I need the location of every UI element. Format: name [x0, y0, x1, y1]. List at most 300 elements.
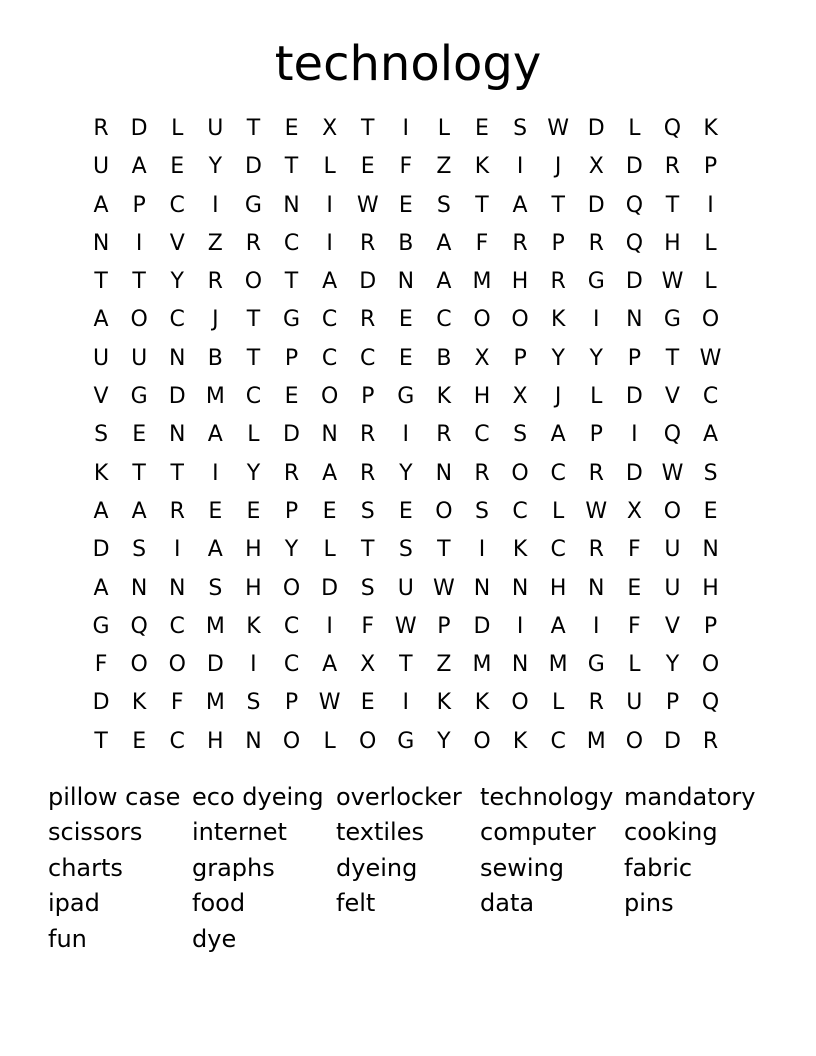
- grid-cell: N: [626, 307, 643, 333]
- grid-cell: L: [552, 690, 565, 716]
- grid-cell: L: [171, 116, 184, 141]
- grid-cell: R: [93, 116, 109, 141]
- grid-cell: Z: [436, 154, 452, 180]
- grid-cell: J: [212, 307, 219, 333]
- grid-cell: R: [283, 460, 300, 486]
- grid-cell: T: [665, 192, 680, 218]
- grid-cell: K: [474, 690, 490, 716]
- grid-cell: R: [664, 154, 681, 180]
- grid-cell: L: [590, 384, 603, 410]
- grid-cell: T: [246, 345, 261, 371]
- grid-cell: E: [322, 498, 337, 524]
- grid-cell: C: [283, 230, 300, 256]
- grid-cell: Y: [170, 269, 184, 295]
- grid-cell: L: [247, 422, 260, 448]
- grid-cell: G: [397, 728, 415, 754]
- grid-cell: N: [283, 192, 300, 218]
- grid-cell: H: [664, 230, 681, 256]
- grid-cell: T: [551, 192, 565, 218]
- grid-cell: B: [207, 345, 223, 371]
- grid-cell: D: [92, 537, 110, 563]
- grid-cell: U: [92, 345, 110, 371]
- grid-cell: Q: [625, 230, 644, 256]
- grid-cell: Z: [436, 652, 452, 678]
- grid-cell: A: [93, 307, 109, 333]
- grid-cell: E: [398, 498, 413, 524]
- grid-cell: N: [397, 269, 415, 295]
- grid-cell: N: [588, 575, 605, 601]
- grid-cell: Y: [665, 652, 680, 678]
- grid-cell: L: [323, 537, 336, 563]
- grid-cell: E: [398, 345, 413, 371]
- grid-cell: S: [208, 575, 223, 601]
- grid-cell: O: [168, 652, 186, 678]
- grid-cell: F: [475, 230, 489, 256]
- grid-cell: D: [283, 422, 300, 448]
- grid-cell: C: [283, 652, 300, 678]
- grid-cell: O: [130, 307, 148, 333]
- grid-cell: N: [92, 230, 110, 256]
- grid-cell: M: [586, 728, 606, 754]
- grid-cell: G: [663, 307, 681, 333]
- grid-cell: R: [360, 422, 376, 448]
- word-list-item: cooking: [624, 818, 718, 847]
- grid-cell: Z: [207, 230, 223, 256]
- grid-cell: E: [132, 728, 147, 754]
- word-list-item: charts: [48, 853, 123, 882]
- grid-cell: R: [588, 460, 604, 486]
- grid-cell: T: [475, 192, 489, 218]
- grid-cell: D: [168, 384, 186, 410]
- grid-cell: E: [475, 116, 489, 141]
- grid-cell: T: [360, 537, 375, 563]
- word-list-item: technology: [480, 783, 614, 811]
- grid-cell: K: [550, 307, 566, 333]
- grid-cell: R: [512, 230, 528, 256]
- grid-cell: E: [170, 154, 185, 180]
- grid-cell: Y: [589, 345, 603, 371]
- grid-cell: N: [473, 575, 491, 601]
- grid-cell: C: [436, 307, 452, 333]
- grid-cell: G: [130, 384, 148, 410]
- grid-cell: N: [130, 575, 148, 601]
- grid-cell: Y: [208, 154, 223, 180]
- grid-cell: C: [169, 192, 185, 218]
- grid-cell: A: [93, 192, 109, 218]
- grid-cell: X: [626, 498, 642, 524]
- grid-cell: O: [282, 575, 301, 601]
- grid-cell: P: [665, 690, 680, 716]
- grid-cell: R: [169, 498, 185, 524]
- grid-cell: N: [169, 575, 186, 601]
- grid-cell: I: [326, 192, 333, 218]
- grid-cell: T: [94, 728, 108, 754]
- grid-cell: E: [246, 498, 261, 524]
- grid-cell: U: [397, 575, 414, 601]
- grid-cell: A: [436, 269, 452, 295]
- word-list-item: dye: [192, 924, 237, 953]
- grid-cell: H: [702, 575, 719, 601]
- grid-cell: A: [322, 652, 338, 678]
- grid-cell: A: [207, 537, 223, 563]
- grid-cell: I: [212, 192, 219, 218]
- word-list-item: computer: [480, 818, 596, 847]
- grid-cell: I: [212, 460, 219, 486]
- grid-cell: E: [284, 384, 299, 410]
- grid-cell: I: [516, 613, 524, 639]
- grid-cell: W: [661, 269, 684, 295]
- grid-cell: C: [321, 345, 338, 371]
- grid-cell: N: [321, 422, 338, 448]
- word-list-item: ipad: [48, 889, 100, 918]
- grid-cell: D: [587, 192, 605, 218]
- grid-cell: T: [170, 460, 184, 486]
- grid-cell: H: [245, 537, 262, 563]
- grid-cell: T: [284, 269, 299, 295]
- grid-cell: O: [244, 269, 263, 295]
- grid-cell: H: [511, 269, 529, 295]
- grid-cell: C: [321, 307, 338, 333]
- grid-cell: K: [474, 154, 490, 180]
- grid-cell: S: [703, 460, 718, 486]
- grid-cell: S: [513, 422, 528, 448]
- grid-cell: N: [245, 728, 262, 754]
- grid-cell: A: [131, 498, 147, 524]
- grid-cell: Y: [399, 460, 413, 486]
- grid-cell: X: [474, 345, 490, 371]
- word-list-item: pillow case: [48, 783, 181, 811]
- grid-cell: C: [474, 422, 490, 448]
- grid-cell: F: [628, 613, 641, 639]
- grid-cell: R: [702, 728, 719, 754]
- grid-cell: Q: [625, 192, 644, 218]
- grid-cell: G: [397, 384, 415, 410]
- grid-cell: T: [132, 269, 146, 295]
- grid-cell: P: [284, 498, 299, 524]
- word-list-item: eco dyeing: [192, 783, 324, 811]
- grid-cell: F: [399, 154, 413, 180]
- grid-cell: H: [549, 575, 567, 601]
- grid-cell: A: [436, 230, 452, 256]
- grid-cell: S: [513, 116, 528, 141]
- grid-cell: A: [550, 613, 566, 639]
- grid-cell: P: [703, 154, 718, 180]
- grid-cell: Y: [246, 460, 261, 486]
- grid-cell: W: [585, 498, 608, 524]
- grid-cell: U: [664, 537, 681, 563]
- grid-cell: E: [360, 690, 375, 716]
- grid-cell: S: [360, 575, 375, 601]
- grid-cell: V: [664, 613, 680, 639]
- word-list-item: scissors: [48, 818, 143, 847]
- grid-cell: Y: [437, 728, 451, 754]
- grid-cell: P: [284, 690, 299, 716]
- grid-cell: N: [511, 575, 529, 601]
- word-list-item: dyeing: [336, 853, 418, 882]
- grid-cell: Q: [663, 422, 682, 448]
- grid-cell: K: [436, 690, 452, 716]
- grid-cell: D: [625, 269, 643, 295]
- grid-cell: I: [402, 422, 410, 448]
- grid-cell: S: [398, 537, 413, 563]
- grid-cell: K: [246, 613, 261, 639]
- grid-cell: E: [360, 154, 375, 180]
- grid-cell: T: [437, 537, 451, 563]
- grid-cell: E: [208, 498, 223, 524]
- grid-cell: X: [512, 384, 528, 410]
- grid-cell: Q: [663, 116, 682, 141]
- grid-cell: P: [513, 345, 527, 371]
- grid-cell: O: [473, 728, 491, 754]
- grid-cell: D: [473, 613, 491, 639]
- grid-cell: H: [207, 728, 224, 754]
- grid-cell: M: [472, 269, 492, 295]
- grid-cell: R: [588, 537, 604, 563]
- grid-cell: C: [169, 728, 185, 754]
- grid-cell: I: [516, 154, 524, 180]
- grid-cell: L: [552, 498, 565, 524]
- grid-cell: W: [318, 690, 341, 716]
- grid-cell: C: [283, 613, 300, 639]
- grid-cell: M: [548, 652, 568, 678]
- grid-cell: K: [436, 384, 452, 410]
- grid-cell: O: [130, 652, 148, 678]
- grid-cell: V: [664, 384, 680, 410]
- word-list-item: fabric: [624, 853, 693, 882]
- grid-cell: I: [593, 307, 600, 333]
- grid-cell: L: [628, 652, 641, 678]
- grid-cell: I: [326, 230, 333, 256]
- grid-cell: T: [360, 116, 375, 141]
- grid-cell: D: [359, 269, 377, 295]
- grid-cell: E: [703, 498, 718, 524]
- word-list-item: felt: [336, 889, 376, 918]
- grid-cell: I: [402, 116, 410, 141]
- grid-cell: T: [284, 154, 299, 180]
- grid-cell: O: [282, 728, 301, 754]
- grid-cell: P: [284, 345, 299, 371]
- grid-cell: M: [205, 613, 225, 639]
- grid-cell: P: [361, 384, 375, 410]
- grid-cell: G: [244, 192, 262, 218]
- grid-cell: X: [360, 652, 376, 678]
- grid-cell: A: [207, 422, 223, 448]
- grid-cell: G: [587, 652, 605, 678]
- word-list-item: graphs: [192, 853, 275, 882]
- grid-cell: C: [169, 613, 185, 639]
- grid-cell: L: [704, 269, 717, 295]
- grid-cell: T: [94, 269, 108, 295]
- grid-cell: P: [589, 422, 603, 448]
- grid-cell: M: [205, 384, 225, 410]
- grid-cell: L: [323, 154, 336, 180]
- grid-cell: N: [169, 422, 186, 448]
- grid-cell: I: [402, 690, 410, 716]
- grid-cell: A: [93, 498, 109, 524]
- word-list-item: fun: [48, 924, 87, 953]
- grid-cell: O: [435, 498, 453, 524]
- grid-cell: O: [625, 728, 644, 754]
- grid-cell: F: [94, 652, 108, 678]
- grid-cell: B: [436, 345, 452, 371]
- grid-cell: R: [436, 422, 452, 448]
- word-list-item: mandatory: [624, 783, 756, 811]
- grid-cell: A: [131, 154, 147, 180]
- grid-cell: N: [702, 537, 719, 563]
- grid-cell: C: [550, 460, 566, 486]
- grid-cell: R: [550, 269, 566, 295]
- grid-cell: T: [399, 652, 413, 678]
- grid-cell: I: [135, 230, 143, 256]
- grid-cell: S: [360, 498, 375, 524]
- grid-cell: K: [512, 537, 528, 563]
- grid-cell: R: [245, 230, 262, 256]
- grid-cell: E: [398, 307, 413, 333]
- grid-cell: V: [93, 384, 109, 410]
- grid-cell: O: [511, 307, 529, 333]
- grid-cell: A: [322, 460, 338, 486]
- grid-cell: W: [394, 613, 417, 639]
- grid-cell: F: [170, 690, 184, 716]
- grid-cell: C: [512, 498, 528, 524]
- grid-cell: I: [326, 613, 333, 639]
- grid-cell: F: [361, 613, 375, 639]
- grid-cell: J: [554, 384, 562, 410]
- grid-cell: W: [433, 575, 455, 601]
- grid-cell: R: [360, 307, 376, 333]
- grid-cell: L: [628, 116, 641, 141]
- word-list-item: pins: [624, 889, 674, 918]
- grid-cell: L: [704, 230, 717, 256]
- grid-cell: E: [284, 116, 299, 141]
- grid-cell: M: [472, 652, 492, 678]
- grid-cell: O: [359, 728, 377, 754]
- grid-cell: H: [245, 575, 262, 601]
- grid-cell: E: [132, 422, 147, 448]
- grid-cell: L: [323, 728, 336, 754]
- grid-cell: Y: [551, 345, 565, 371]
- grid-cell: C: [360, 345, 376, 371]
- grid-cell: O: [511, 460, 529, 486]
- grid-cell: D: [587, 116, 605, 141]
- grid-cell: A: [703, 422, 719, 448]
- grid-cell: P: [551, 230, 565, 256]
- grid-cell: D: [625, 384, 643, 410]
- word-list-item: overlocker: [336, 783, 462, 811]
- grid-cell: T: [246, 307, 261, 333]
- grid-cell: G: [282, 307, 301, 333]
- grid-cell: O: [511, 690, 529, 716]
- grid-cell: D: [625, 154, 643, 180]
- grid-cell: D: [244, 154, 262, 180]
- grid-cell: B: [398, 230, 414, 256]
- grid-cell: A: [512, 192, 528, 218]
- grid-cell: S: [475, 498, 489, 524]
- grid-cell: S: [436, 192, 451, 218]
- grid-cell: C: [245, 384, 262, 410]
- grid-cell: R: [360, 230, 376, 256]
- grid-cell: J: [554, 154, 562, 180]
- grid-cell: R: [207, 269, 223, 295]
- grid-cell: G: [587, 269, 605, 295]
- word-list: [48, 780, 768, 957]
- grid-cell: A: [550, 422, 566, 448]
- grid-cell: I: [631, 422, 638, 448]
- grid-cell: U: [207, 116, 224, 141]
- grid-cell: W: [699, 345, 722, 371]
- grid-cell: O: [320, 384, 339, 410]
- grid-cell: N: [511, 652, 529, 678]
- grid-cell: C: [550, 728, 566, 754]
- grid-cell: R: [588, 690, 604, 716]
- grid-cell: R: [588, 230, 604, 256]
- grid-cell: T: [246, 116, 261, 141]
- grid-cell: F: [628, 537, 641, 563]
- grid-cell: Y: [284, 537, 299, 563]
- grid-cell: U: [626, 690, 643, 716]
- grid-cell: N: [169, 345, 186, 371]
- grid-cell: Q: [130, 613, 148, 639]
- grid-cell: L: [437, 116, 451, 141]
- grid-cell: C: [702, 384, 719, 410]
- grid-cell: I: [173, 537, 181, 563]
- grid-cell: K: [512, 728, 528, 754]
- grid-cell: T: [665, 345, 680, 371]
- grid-cell: N: [435, 460, 453, 486]
- grid-cell: U: [131, 345, 148, 371]
- grid-cell: D: [663, 728, 681, 754]
- word-list-item: sewing: [480, 853, 565, 882]
- grid-cell: O: [701, 652, 720, 678]
- grid-cell: Q: [701, 690, 720, 716]
- grid-cell: D: [321, 575, 339, 601]
- grid-cell: U: [664, 575, 681, 601]
- grid-cell: I: [478, 537, 486, 563]
- grid-cell: C: [550, 537, 566, 563]
- grid-cell: R: [360, 460, 376, 486]
- grid-cell: O: [701, 307, 720, 333]
- grid-cell: O: [663, 498, 682, 524]
- grid-cell: O: [473, 307, 491, 333]
- grid-cell: P: [703, 613, 718, 639]
- grid-cell: E: [627, 575, 642, 601]
- grid-cell: M: [205, 690, 225, 716]
- grid-cell: K: [93, 460, 109, 486]
- grid-cell: W: [356, 192, 379, 218]
- grid-cell: K: [703, 116, 718, 141]
- grid-cell: I: [593, 613, 600, 639]
- word-list-item: internet: [192, 818, 287, 847]
- grid-cell: D: [130, 116, 148, 141]
- grid-cell: H: [473, 384, 491, 410]
- grid-cell: D: [206, 652, 224, 678]
- grid-cell: P: [437, 613, 451, 639]
- grid-cell: U: [92, 154, 110, 180]
- grid-cell: E: [398, 192, 413, 218]
- grid-cell: W: [661, 460, 684, 486]
- word-list-item: food: [192, 889, 246, 918]
- grid-cell: X: [588, 154, 604, 180]
- grid-cell: A: [93, 575, 109, 601]
- grid-cell: K: [131, 690, 147, 716]
- grid-cell: C: [169, 307, 185, 333]
- grid-cell: T: [132, 460, 146, 486]
- grid-cell: D: [625, 460, 643, 486]
- grid-cell: P: [132, 192, 146, 218]
- grid-cell: A: [322, 269, 338, 295]
- word-list-item: data: [480, 889, 535, 918]
- grid-cell: X: [322, 116, 338, 141]
